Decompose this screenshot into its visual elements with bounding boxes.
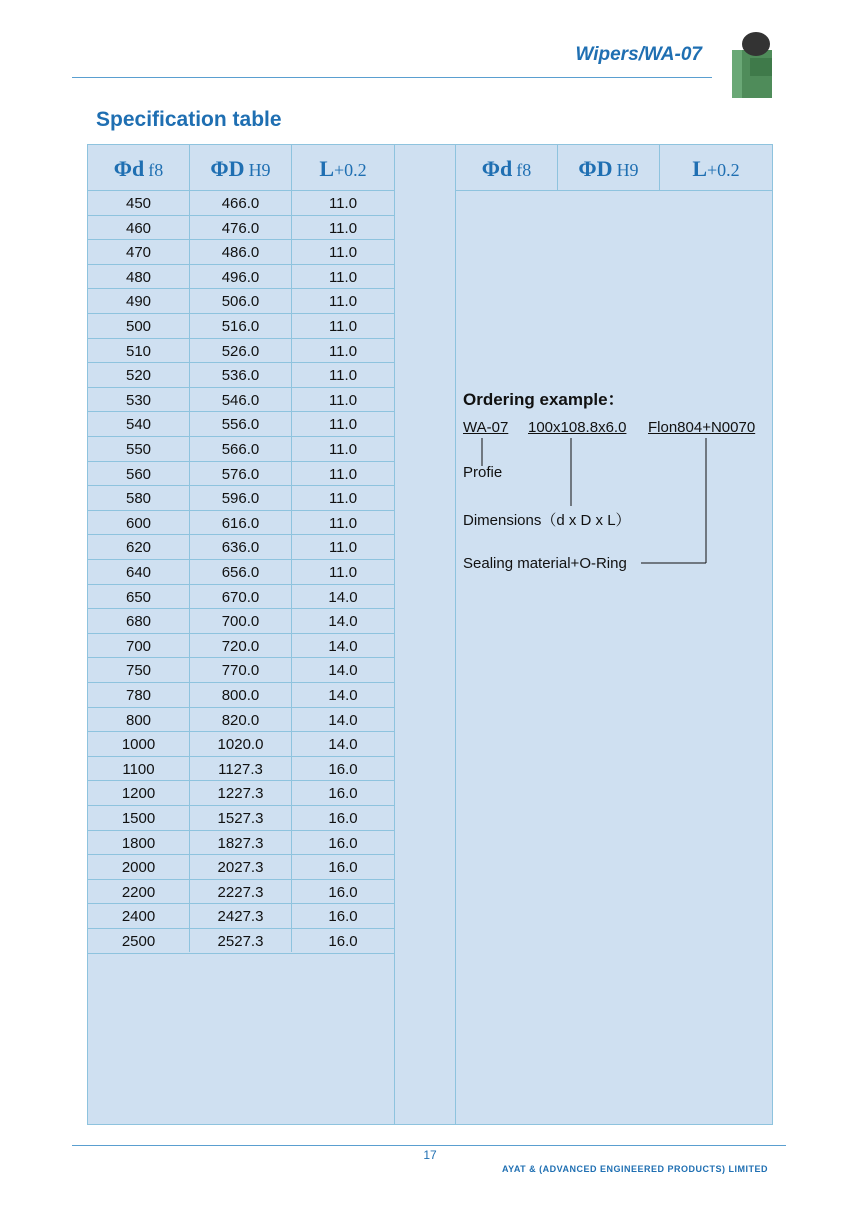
table-cell: 506.0 xyxy=(221,293,260,311)
table-cell: 11.0 xyxy=(328,441,358,458)
table-cell: 11.0 xyxy=(328,416,358,434)
table-cell: 510 xyxy=(125,342,152,360)
table-cell: 460 xyxy=(125,219,152,237)
table-row xyxy=(88,781,394,806)
table-cell: 11.0 xyxy=(328,514,358,532)
table-cell: 560 xyxy=(125,465,152,483)
header-D-right: ΦD H9 xyxy=(578,156,639,181)
table-cell: 14.0 xyxy=(328,662,358,680)
table-cell: 16.0 xyxy=(328,810,358,827)
table-cell: 11.0 xyxy=(328,268,358,286)
spec-panel xyxy=(87,144,773,1125)
table-row xyxy=(88,683,394,708)
table-cell: 11.0 xyxy=(328,564,358,581)
table-cell: 11.0 xyxy=(328,195,358,212)
table-cell: 470 xyxy=(125,244,152,262)
table-cell: 14.0 xyxy=(328,613,358,631)
table-row xyxy=(88,412,394,437)
table-cell: 466.0 xyxy=(221,195,260,212)
table-cell: 576.0 xyxy=(221,465,260,483)
table-cell: 566.0 xyxy=(221,441,260,458)
table-cell: 2427.3 xyxy=(217,908,264,926)
table-row xyxy=(88,289,394,314)
table-row xyxy=(88,535,394,560)
table-cell: 16.0 xyxy=(328,785,358,803)
header-L-right: L+0.2 xyxy=(692,156,740,181)
table-cell: 1800 xyxy=(121,834,156,852)
grid-line xyxy=(394,145,395,1124)
table-cell: 450 xyxy=(125,195,152,212)
table-cell: 11.0 xyxy=(328,318,358,335)
table-cell: 800 xyxy=(125,711,152,729)
table-cell: 14.0 xyxy=(328,637,358,655)
table-cell: 650 xyxy=(125,588,152,606)
table-cell: 14.0 xyxy=(328,711,358,729)
ordering-dims-label: Dimensions（d x D x L） xyxy=(463,512,631,529)
wiper-seal-image xyxy=(730,28,774,100)
table-row xyxy=(88,831,394,856)
table-cell: 670.0 xyxy=(221,588,260,606)
table-cell: 2227.3 xyxy=(217,883,264,901)
table-cell: 680 xyxy=(125,613,152,631)
ordering-profile-label: Profie xyxy=(463,464,503,481)
table-cell: 16.0 xyxy=(328,760,358,778)
table-row xyxy=(88,929,394,954)
section-title: Specification table xyxy=(96,108,282,131)
table-cell: 476.0 xyxy=(221,219,260,237)
ordering-material: Flon804+N0070 xyxy=(648,419,756,436)
table-cell: 526.0 xyxy=(221,342,260,360)
table-cell: 640 xyxy=(125,564,152,581)
table-row xyxy=(88,339,394,364)
table-cell: 2200 xyxy=(121,883,156,901)
table-cell: 2527.3 xyxy=(217,933,264,950)
ordering-code: WA-07 xyxy=(463,419,509,436)
table-cell: 616.0 xyxy=(221,514,260,532)
table-cell: 580 xyxy=(125,490,152,508)
table-row xyxy=(88,388,394,413)
table-row xyxy=(88,585,394,610)
table-cell: 11.0 xyxy=(328,219,358,237)
table-cell: 480 xyxy=(125,268,152,286)
table-cell: 486.0 xyxy=(221,244,260,262)
header-L: L+0.2 xyxy=(319,156,367,181)
table-row xyxy=(88,437,394,462)
table-row xyxy=(88,732,394,757)
table-cell: 496.0 xyxy=(221,268,260,286)
table-cell: 550 xyxy=(125,441,152,458)
company-name: AYAT & (ADVANCED ENGINEERED PRODUCTS) LIMITED xyxy=(501,1164,768,1174)
table-cell: 2000 xyxy=(121,859,156,877)
header-D: ΦD H9 xyxy=(210,156,271,181)
table-row xyxy=(88,314,394,339)
table-cell: 1000 xyxy=(121,736,156,754)
table-cell: 1127.3 xyxy=(218,760,263,778)
footer-rule xyxy=(72,1145,786,1146)
table-cell: 2400 xyxy=(121,908,156,926)
table-row xyxy=(88,511,394,536)
header-d: Φd f8 xyxy=(113,156,164,181)
table-cell: 11.0 xyxy=(328,293,358,311)
header-title: Wipers/WA-07 xyxy=(575,44,702,65)
table-cell: 656.0 xyxy=(221,564,260,581)
table-row xyxy=(88,880,394,905)
table-cell: 1527.3 xyxy=(217,810,264,827)
table-row xyxy=(88,806,394,831)
grid-line xyxy=(455,145,456,1124)
table-row xyxy=(88,904,394,929)
table-cell: 1827.3 xyxy=(217,834,264,852)
table-cell: 14.0 xyxy=(328,687,358,704)
table-row xyxy=(88,191,394,216)
table-cell: 11.0 xyxy=(328,391,358,409)
ordering-dims: 100x108.8x6.0 xyxy=(528,419,627,436)
table-row xyxy=(88,609,394,634)
header-d-right: Φd f8 xyxy=(481,156,532,181)
table-cell: 11.0 xyxy=(328,244,358,262)
table-row xyxy=(88,363,394,388)
header-rule xyxy=(72,77,712,78)
table-cell: 16.0 xyxy=(328,859,358,877)
table-cell: 820.0 xyxy=(221,711,260,729)
table-row xyxy=(88,265,394,290)
table-cell: 16.0 xyxy=(328,908,358,926)
table-cell: 1227.3 xyxy=(217,785,264,803)
ordering-material-label: Sealing material+O-Ring xyxy=(463,555,627,572)
table-cell: 600 xyxy=(125,514,152,532)
table-cell: 530 xyxy=(125,391,152,409)
table-cell: 2500 xyxy=(121,933,156,950)
table-cell: 636.0 xyxy=(221,539,260,557)
table-cell: 2027.3 xyxy=(217,859,264,877)
table-cell: 16.0 xyxy=(328,834,358,852)
table-cell: 546.0 xyxy=(221,391,260,409)
table-cell: 1200 xyxy=(121,785,156,803)
table-cell: 500 xyxy=(125,318,152,335)
table-cell: 720.0 xyxy=(221,637,260,655)
table-cell: 750 xyxy=(125,662,152,680)
table-cell: 16.0 xyxy=(328,883,358,901)
table-row xyxy=(88,486,394,511)
table-cell: 770.0 xyxy=(221,662,260,680)
table-cell: 490 xyxy=(125,293,152,311)
table-row xyxy=(88,240,394,265)
table-row xyxy=(88,216,394,241)
table-cell: 620 xyxy=(125,539,152,557)
table-cell: 11.0 xyxy=(328,367,358,385)
table-cell: 14.0 xyxy=(328,736,358,754)
page-number: 17 xyxy=(423,1148,437,1162)
table-row xyxy=(88,708,394,733)
table-cell: 516.0 xyxy=(221,318,260,335)
table-cell: 556.0 xyxy=(221,416,260,434)
table-cell: 596.0 xyxy=(221,490,260,508)
table-cell: 540 xyxy=(125,416,152,434)
table-cell: 14.0 xyxy=(328,588,358,606)
table-row xyxy=(88,560,394,585)
table-row xyxy=(88,462,394,487)
ordering-title: Ordering example： xyxy=(463,390,625,409)
table-cell: 11.0 xyxy=(328,342,358,360)
table-cell: 1020.0 xyxy=(217,736,264,754)
table-cell: 520 xyxy=(125,367,152,385)
table-cell: 1100 xyxy=(122,760,155,778)
table-row xyxy=(88,855,394,880)
table-row xyxy=(88,757,394,782)
table-cell: 700.0 xyxy=(221,613,260,631)
table-cell: 1500 xyxy=(121,810,156,827)
table-cell: 11.0 xyxy=(328,539,358,557)
table-row xyxy=(88,634,394,659)
table-cell: 11.0 xyxy=(328,465,358,483)
table-cell: 11.0 xyxy=(328,490,358,508)
table-row xyxy=(88,658,394,683)
table-cell: 780 xyxy=(125,687,152,704)
table-cell: 16.0 xyxy=(328,933,358,950)
table-cell: 536.0 xyxy=(221,367,260,385)
table-cell: 700 xyxy=(125,637,152,655)
table-cell: 800.0 xyxy=(221,687,260,704)
